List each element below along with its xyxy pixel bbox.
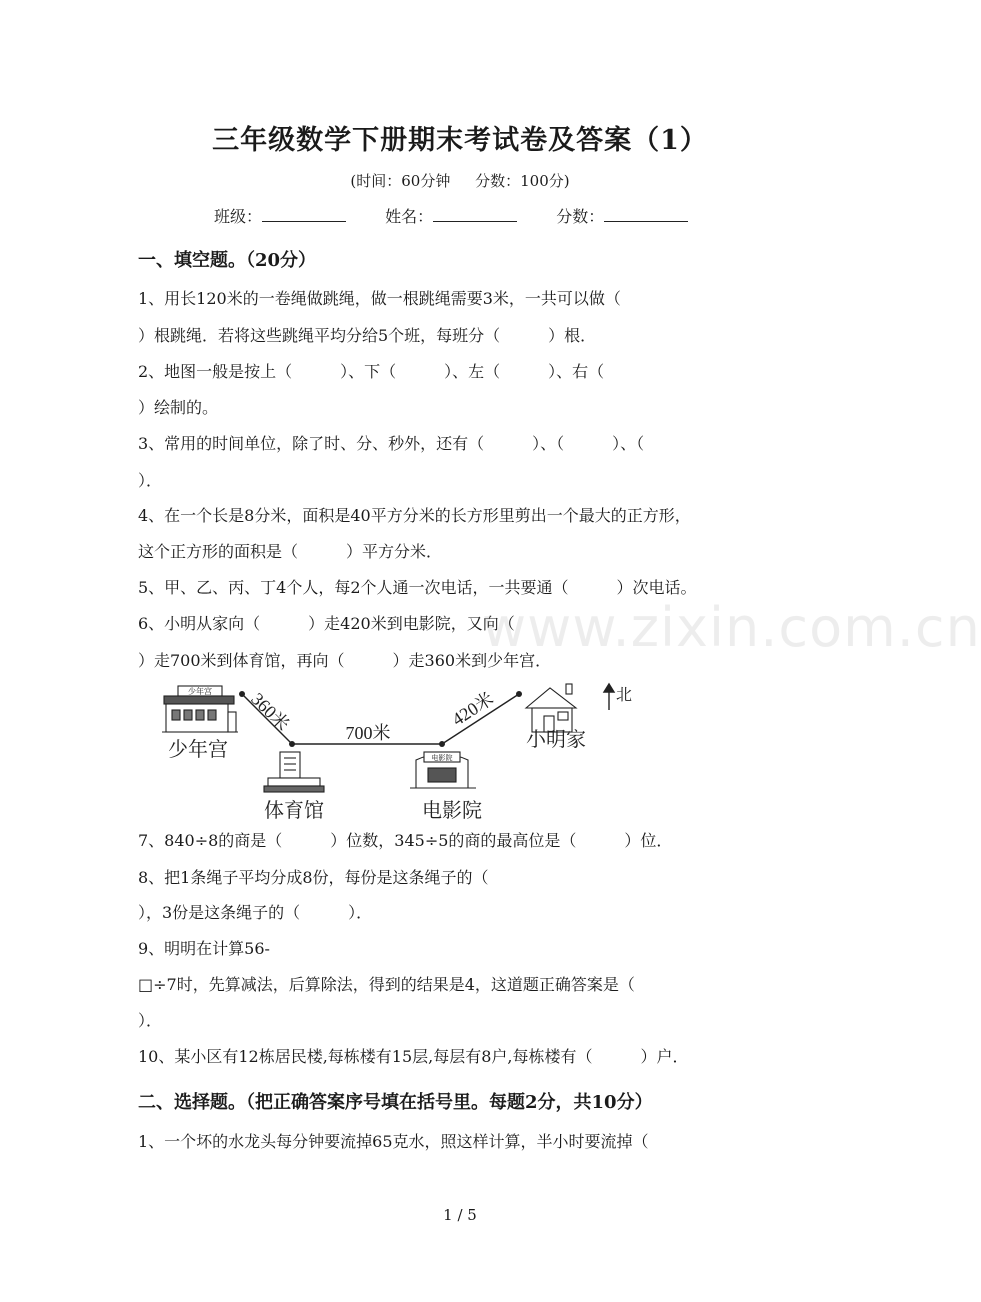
youth-palace-label: 少年宫 [168, 739, 228, 761]
class-blank[interactable] [262, 205, 346, 222]
watermark: www.zixin.com.cn [482, 596, 981, 659]
page-number: 1 / 5 [443, 1206, 477, 1224]
class-field [214, 204, 346, 227]
section-2-heading: 二、选择题。（把正确答案序号填在括号里。每题2分，共10分） [138, 1092, 653, 1113]
gym-icon [264, 752, 324, 792]
cinema-sign: 电影院 [431, 754, 453, 762]
question-line: 8、把1条绳子平均分成8份，每份是这条绳子的（ [138, 868, 489, 887]
distance-label-420: 420米 [448, 688, 498, 730]
question-line: 3、常用的时间单位，除了时、分、秒外，还有（ ）、（ ）、（ [138, 434, 645, 453]
route-point-gym [289, 741, 295, 747]
name-label: 姓名： [385, 207, 434, 226]
name-blank[interactable] [433, 205, 517, 222]
score-blank[interactable] [604, 205, 688, 222]
north-label: 北 [616, 687, 633, 704]
question-line: 1、一个坏的水龙头每分钟要流掉65克水，照这样计算，半小时要流掉（ [138, 1132, 649, 1151]
question-line: ）根跳绳．若将这些跳绳平均分给5个班，每班分（ ）根． [138, 326, 597, 345]
route-point-youth [239, 691, 245, 697]
question-line: ）绘制的。 [138, 398, 219, 417]
class-label: 班级： [214, 207, 263, 226]
score-field [556, 204, 688, 227]
route-point-home [516, 691, 522, 697]
time-limit: (时间：60分钟 [350, 172, 451, 190]
question-line: 4、在一个长是8分米，面积是40平方分米的长方形里剪出一个最大的正方形， [138, 506, 691, 525]
question-line: ）走700米到体育馆，再向（ ）走360米到少年宫． [138, 651, 552, 670]
question-line: 9、明明在计算56- [138, 939, 270, 958]
route-point-cinema [439, 741, 445, 747]
question-line: □÷7时，先算减法，后算除法，得到的结果是4，这道题正确答案是（ [138, 975, 635, 994]
score-label: 分数： [556, 207, 605, 226]
question-line: 7、840÷8的商是（ ）位数，345÷5的商的最高位是（ ）位． [138, 831, 673, 850]
question-line: 2、地图一般是按上（ ）、下（ ）、左（ ）、右（ [138, 362, 605, 381]
cinema-label: 电影院 [422, 800, 482, 822]
gym-label: 体育馆 [264, 800, 324, 822]
question-line: ），3份是这条绳子的（ ）． [138, 903, 373, 922]
question-line: 1、用长120米的一卷绳做跳绳，做一根跳绳需要3米，一共可以做（ [138, 289, 621, 308]
route-map-figure [154, 676, 644, 826]
north-arrow-icon [604, 684, 614, 710]
section-1-heading: 一、填空题。（20分） [138, 250, 317, 271]
question-line: ）． [138, 471, 163, 490]
exam-meta [0, 170, 920, 191]
question-line: ）． [138, 1011, 163, 1030]
distance-label-700: 700米 [345, 723, 391, 743]
total-score: 分数：100分) [475, 172, 570, 190]
youth-palace-sign: 少年宫 [188, 687, 212, 696]
question-line: 5、甲、乙、丙、丁4个人，每2个人通一次电话，一共要通（ ）次电话。 [138, 578, 697, 597]
home-icon [526, 684, 576, 732]
student-info-row [214, 204, 722, 227]
name-field [385, 204, 517, 227]
home-label: 小明家 [526, 729, 586, 751]
question-line: 这个正方形的面积是（ ）平方分米． [138, 542, 443, 561]
question-line: 10、某小区有12栋居民楼,每栋楼有15层,每层有8户,每栋楼有（ ）户． [138, 1047, 689, 1066]
document-title: 三年级数学下册期末考试卷及答案（1） [212, 125, 708, 156]
question-line: 6、小明从家向（ ）走420米到电影院，又向（ [138, 614, 515, 633]
distance-label-360: 360米 [247, 688, 294, 735]
